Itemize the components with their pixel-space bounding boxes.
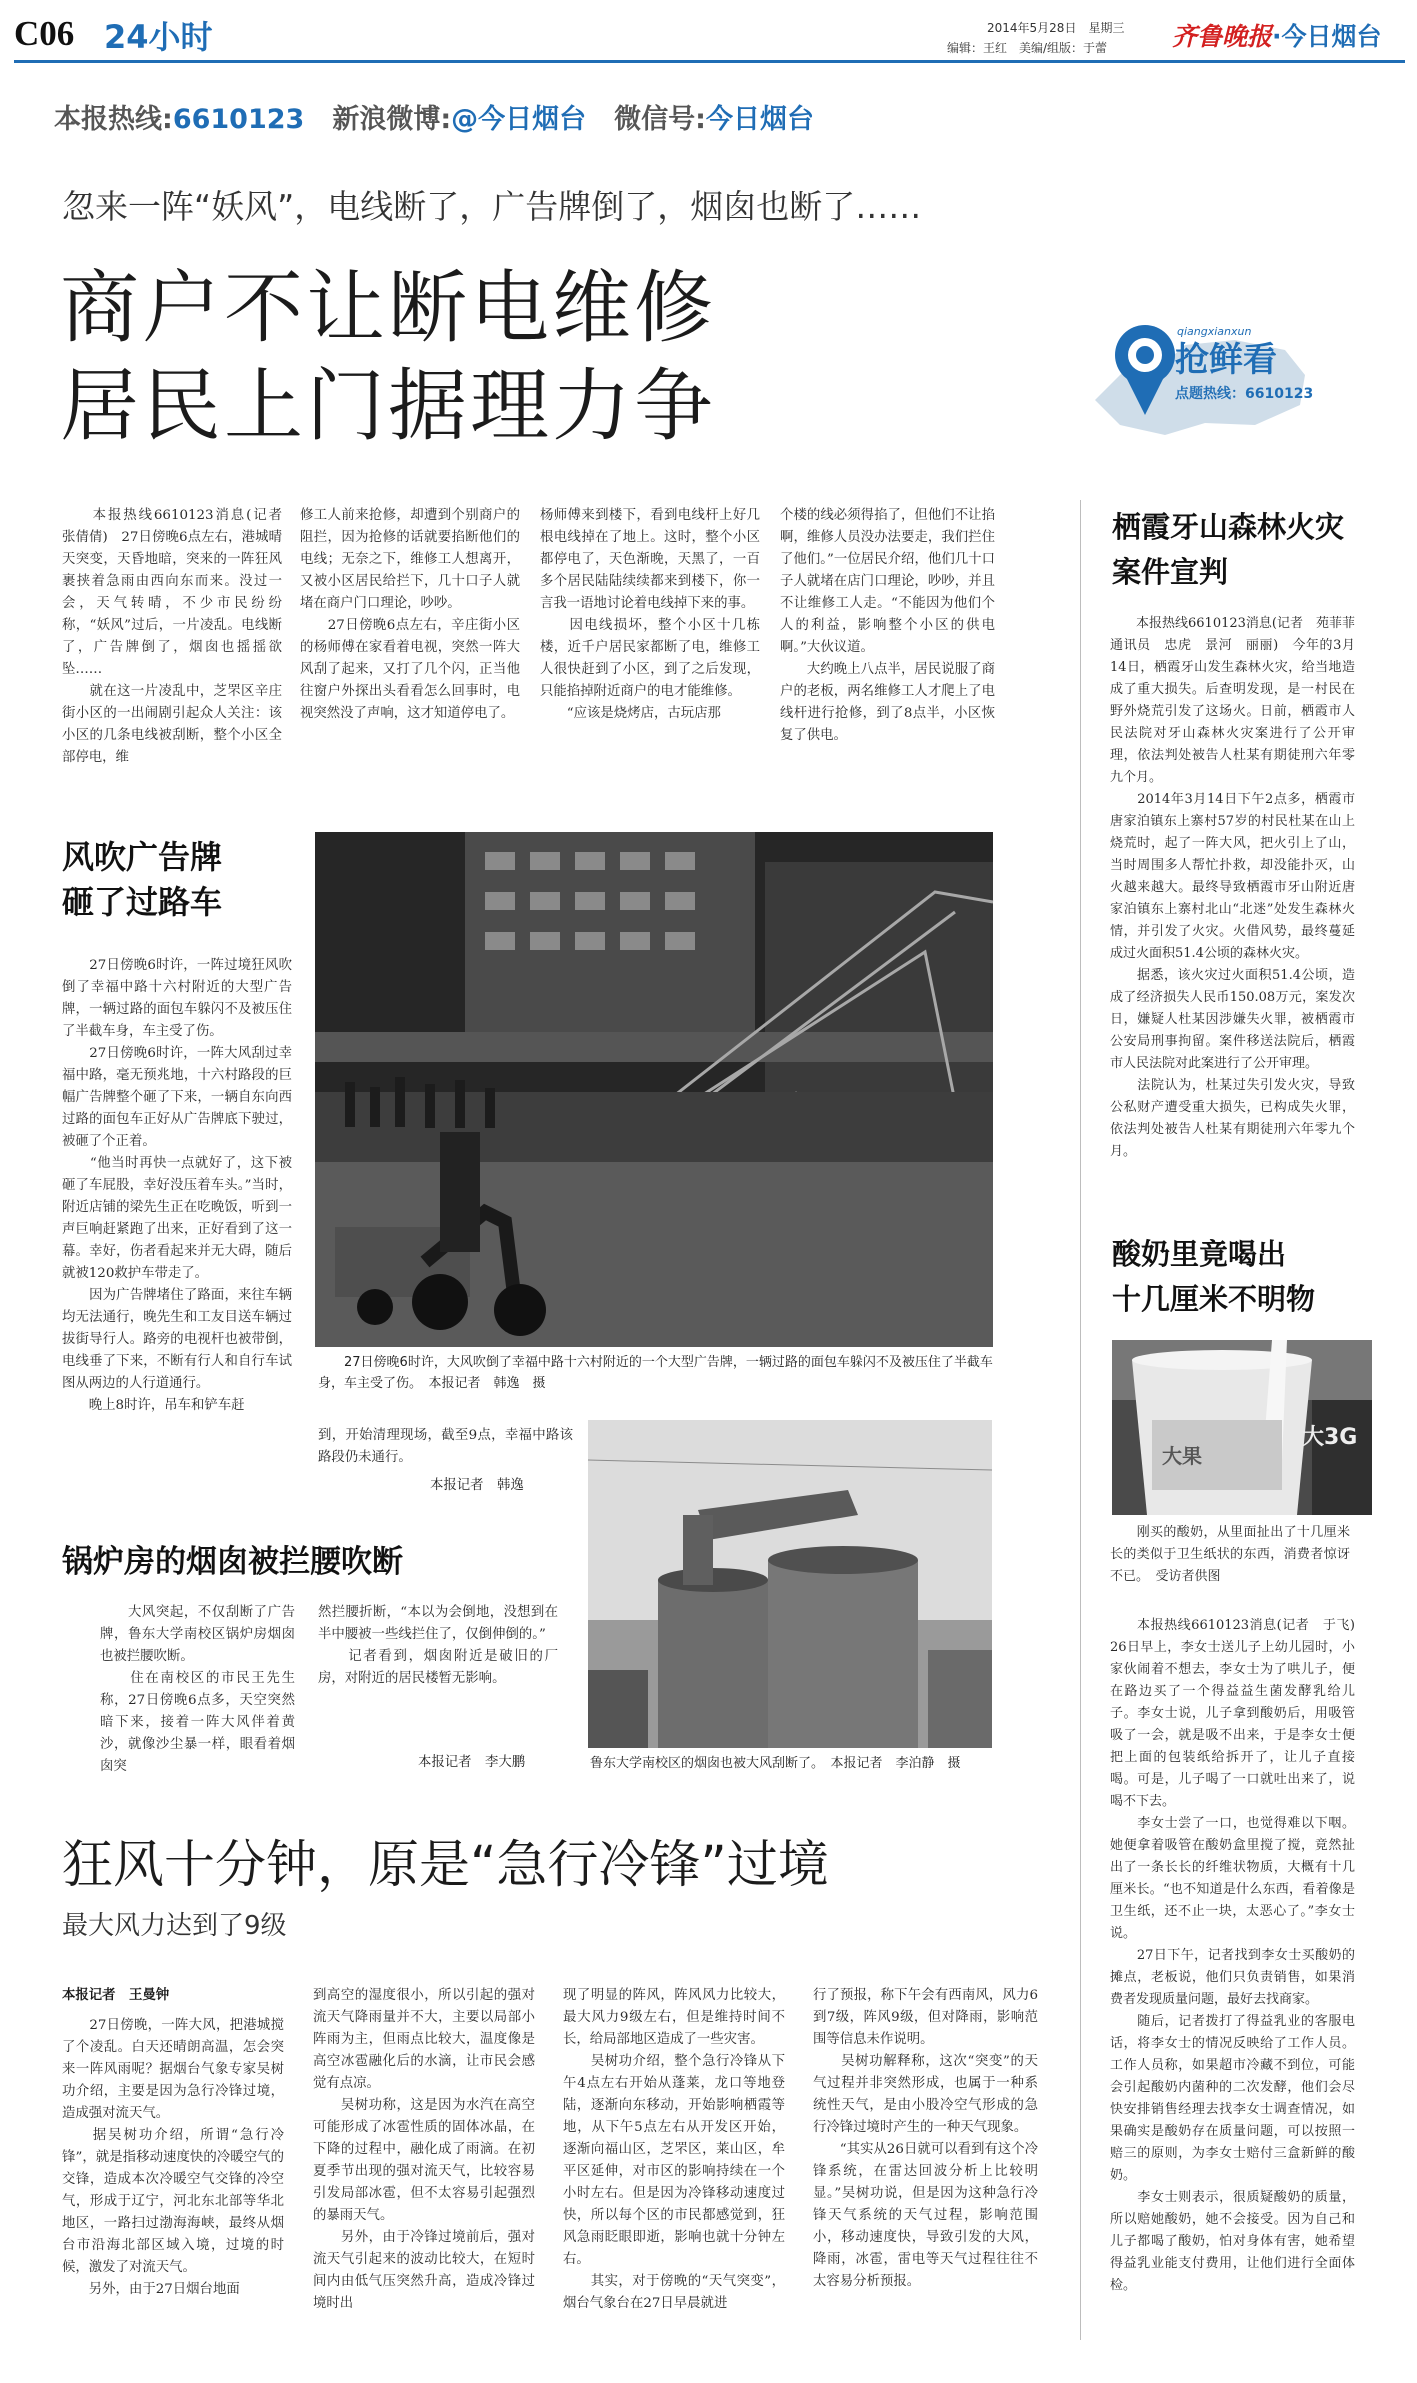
chimney-story-col2: 然拦腰折断，“本以为会倒地，没想到在半中腰被一些线拦住了，仅倒伸倒的。” 记者看到，烟囱附近是破旧的厂房，对附近的居民楼暂无影响。 (318, 1605, 558, 1686)
paper-logo (1172, 20, 1382, 54)
column-divider (1080, 500, 1081, 2340)
yogurt-story-title-line2: 十几厘米不明物 (1112, 1282, 1316, 1316)
chimney-story-title: 锅炉房的烟囱被拦腰吹断 (62, 1544, 403, 1580)
hotline-number: 6610123 (172, 104, 305, 135)
weather-body-col1: 27日傍晚，一阵大风，把港城搅了个凌乱。白天还晴朗高温，怎会突来一阵风雨呢？据烟台气象专家吴树功介绍，主要是因为急行冷锋过境，造成强对流天气。 据吴树功介绍，所谓“急行冷锋”，就是指移动速度快的冷暖空气的交锋，造成本次冷暖空气交锋的冷空气，形成于辽宁，河北东北部等华北地区，一路扫过渤海海峡，最终从烟台市沿海北部区域入境，过境的时候，激发了对流天气。 另外，由于27日烟台地面 (62, 2018, 284, 2297)
yogurt-photo (1112, 1340, 1372, 1515)
ad-story-body: 27日傍晚6时许，一阵过境狂风吹倒了幸福中路十六村附近的大型广告牌，一辆过路的面包车躲闪不及被压住了半截车身，车主受了伤。 27日傍晚6时许，一阵大风刮过幸福中路，毫无预兆地，十六村路段的巨幅广告牌整个砸了下来，一辆自东向西过路的面包车正好从广告牌底下驶过，被砸了个正着。 “他当时再快一点就好了，这下被砸了车屁股，幸好没压着车头。”当时，附近店铺的梁先生正在吃晚饭，听到一声巨响赶紧跑了出来，正好看到了这一幕。幸好，伤者看起来并无大碍，随后就被120救护车带走了。 因为广告牌堵住了路面，来往车辆均无法通行，晚先生和工友目送车辆过拔街导行人。路旁的电视杆也被带倒，电线垂了下来，不断有行人和自行车试图从两边的人行道通行。 晚上8时许，吊车和铲车赶 (62, 958, 292, 1413)
chimney-photo-caption: 鲁东大学南校区的烟囱也被大风刮断了。 本报记者 李泊静 摄 (590, 1756, 961, 1771)
weather-subhead: 最大风力达到了9级 (62, 1911, 287, 1941)
weibo-handle: @今日烟台 (451, 104, 587, 135)
lead-headline-line1: 商户不让断电维修 (60, 262, 716, 354)
billboard-photo (315, 832, 993, 1347)
hotline-label: 本报热线: (54, 104, 173, 135)
broken-chimney-image (588, 1420, 992, 1748)
wechat-name: 今日烟台 (705, 104, 814, 135)
yogurt-cup-label2: 大3G (1302, 1425, 1358, 1450)
weather-byline: 本报记者 王曼钟 (62, 1988, 170, 2003)
lead-headline-line2: 居民上门据理力争 (60, 360, 716, 452)
ad-story-title-line1: 风吹广告牌 (62, 838, 223, 876)
weather-body-col3: 现了明显的阵风，阵风风力比较大，最大风力9级左右，但是维持时间不长，给局部地区造成了一些灾害。 吴树功介绍，整个急行冷锋从下午4点左右开始从蓬莱，龙口等地登陆，逐渐向东移动，开始影响栖霞等地，从下午5点左右从开发区开始，逐渐向福山区，芝罘区，莱山区，牟平区延伸，对市区的影响持续在一个小时左右。但是因为冷锋移动速度过快，所以每个区的市民都感觉到，狂风急雨眨眼即逝，影响也就十分钟左右。 其实，对于傍晚的“天气突变”，烟台气象台在27日早晨就进 (563, 1988, 785, 2311)
weather-headline: 狂风十分钟，原是“急行冷锋”过境 (62, 1836, 829, 1895)
badge-hotline: 点题热线：6610123 (1175, 386, 1314, 402)
issue-date: 2014年5月28日 星期三 (987, 21, 1125, 35)
weibo-label: 新浪微博: (332, 104, 452, 135)
ad-story-continuation: 到，开始清理现场，截至9点，幸福中路该路段仍未通行。 (318, 1428, 573, 1465)
lead-body-col1: 本报热线6610123消息(记者 张倩倩) 27日傍晚6点左右，港城晴天突变，天昏地暗，突来的一阵狂风裹挟着急雨由西向东而来。没过一会，天气转晴，不少市民纷纷称，“妖风”过后，一片凌乱。电线断了，广告牌倒了，烟囱也摇摇欲坠…… 就在这一片凌乱中，芝罘区辛庄街小区的一出闹剧引起众人关注：该小区的几条电线被刮断，整个小区全部停电，维 (62, 508, 282, 765)
qiangxianxun-badge (1075, 305, 1325, 455)
contact-bar (54, 100, 814, 140)
chimney-story-byline: 本报记者 李大鹏 (418, 1755, 526, 1770)
fire-story-body: 本报热线6610123消息(记者 苑菲菲 通讯员 忠虎 景河 丽丽) 今年的3月14日，栖霞牙山发生森林火灾，给当地造成了重大损失。后查明发现，是一村民在野外烧荒引发了这场火。日前，栖霞市人民法院对牙山森林火灾案进行了公开审理，依法判处被告人杜某有期徒刑六年零九个月。 2014年3月14日下午2点多，栖霞市唐家泊镇东上寨村57岁的村民杜某在山上烧荒时，起了一阵大风，把火引上了山，当时周围多人帮忙扑救，却没能扑灭，山火越来越大。最终导致栖霞市牙山附近唐家泊镇东上寨村北山“北迷”处发生森林火情，并引发了火灾。火借风势，最终蔓延成过火面积51.4公顷的森林火灾。 据悉，该火灾过火面积51.4公顷，造成了经济损失人民币150.08万元，案发次日，嫌疑人杜某因涉嫌失火罪，被栖霞市公安局刑事拘留。案件移送法院后，栖霞市人民法院对此案进行了公开审理。 法院认为，杜某过失引发火灾，导致公私财产遭受重大损失，已构成失火罪，依法判处被告人杜某有期徒刑六年零九个月。 (1110, 616, 1355, 1159)
billboard-collapse-image (315, 832, 993, 1347)
section-name: 24小时 (104, 18, 213, 56)
weather-body-col4: 行了预报，称下午会有西南风，风力6到7级，阵风9级，但对降雨，影响范围等信息未作说明。 吴树功解释称，这次“突变”的天气过程并非突然形成，也属于一种系统性天气，是由小股冷空气形成的急行冷锋过境时产生的一种天气现象。 “其实从26日就可以看到有这个冷锋系统，在雷达回波分析上比较明显。”吴树功说，但是因为这种急行冷锋天气系统的天气过程，影响范围小，移动速度快，导致引发的大风，降雨，冰雹，雷电等天气过程往往不太容易分析预报。 (813, 1988, 1038, 2289)
fire-story-title-line1: 栖霞牙山森林火灾 (1112, 510, 1345, 544)
paper-name: 齐鲁晚报 (1172, 22, 1273, 51)
masthead-rule (14, 60, 1405, 63)
chimney-photo (588, 1420, 992, 1748)
yogurt-cup-label: 大果 (1162, 1444, 1202, 1468)
lead-body-col2: 修工人前来抢修，却遭到个别商户的阻拦，因为抢修的话就要掐断他们的电线；无奈之下，维修工人想离开，又被小区居民给拦下，几十口子人就堵在商户门口理论，吵吵。 27日傍晚6点左右，辛庄街小区的杨师傅在家看着电视，突然一阵大风刮了起来，又打了几个闪，正当他往窗户外探出头看看怎么回事时，电视突然没了声响，这才知道停电了。 (300, 508, 520, 721)
ad-story-byline: 本报记者 韩逸 (430, 1478, 524, 1493)
lead-body-col4: 个楼的线必须得掐了，但他们不让掐啊，维修人员没办法要走，我们拦住了他们。”一位居民介绍，他们几十口子人就堵在店门口理论，吵吵，并且不让维修工人走。“不能因为他们个人的利益，影响整个小区的供电啊。”大伙议道。 大约晚上八点半，居民说服了商户的老板，两名维修工人才爬上了电线杆进行抢修，到了8点半，小区恢复了供电。 (780, 508, 995, 743)
yogurt-story-body: 本报热线6610123消息(记者 于飞) 26日早上，李女士送儿子上幼儿园时，小家伙闹着不想去，李女士为了哄儿子，便在路边买了一个得益益生菌发酵乳给儿子。李女士说，儿子拿到酸奶后，用吸管吸了一会，就是吸不出来，于是李女士便把上面的包装纸给拆开了，让儿子直接喝。可是，儿子喝了一口就吐出来了，说喝不下去。 李女士尝了一口，也觉得难以下咽。她便拿着吸管在酸奶盒里搅了搅，竟然扯出了一条长长的纤维状物质，大概有十几厘米长。“也不知道是什么东西，看着像是卫生纸，还不止一块，太恶心了。”李女士说。 27日下午，记者找到李女士买酸奶的摊点，老板说，他们只负责销售，如果消费者发现质量问题，最好去找商家。 随后，记者拨打了得益乳业的客服电话，将李女士的情况反映给了工作人员。工作人员称，如果超市冷藏不到位，可能会引起酸奶内菌种的二次发酵，他们会尽快安排销售经理去找李女士调查情况，如果确实是酸奶存在质量问题，可以按照一赔三的原则，为李女士赔付三盒新鲜的酸奶。 李女士则表示，很质疑酸奶的质量，所以赔她酸奶，她不会接受。因为自己和儿子都喝了酸奶，怕对身体有害，她希望得益乳业能支付费用，让他们进行全面体检。 (1110, 1618, 1355, 2293)
chimney-story-col1: 大风突起，不仅刮断了广告牌，鲁东大学南校区锅炉房烟囱也被拦腰吹断。 住在南校区的市民王先生称，27日傍晚6点多，天空突然暗下来，接着一阵大风伴着黄沙，就像沙尘暴一样，眼看着烟囱突 (100, 1605, 295, 1774)
editor-credits: 编辑：王红 美编/组版：于蕾 (947, 41, 1108, 55)
page-code: C06 (14, 14, 75, 53)
edition-name: ·今日烟台 (1272, 22, 1382, 51)
lead-body-col3: 杨师傅来到楼下，看到电线杆上好几根电线掉在了地上。这时，整个小区都停电了，天色渐晚，天黑了，一百多个居民陆陆续续都来到楼下，你一言我一语地讨论着电线掉下来的事。 因电线损坏，整个小区十几栋楼，近千户居民家都断了电，维修工人很快赶到了小区，到了之后发现，只能掐掉附近商户的电才能维修。 “应该是烧烤店，古玩店那 (540, 508, 760, 721)
yogurt-story-title-line1: 酸奶里竟喝出 (1112, 1237, 1287, 1271)
lead-kicker: 忽来一阵“妖风”，电线断了，广告牌倒了，烟囱也断了…… (62, 187, 922, 226)
fire-story-title-line2: 案件宣判 (1112, 555, 1229, 589)
billboard-photo-caption: 27日傍晚6时许，大风吹倒了幸福中路十六村附近的一个大型广告牌，一辆过路的面包车躲闪不及被压住了半截车身，车主受了伤。 本报记者 韩逸 摄 (318, 1355, 993, 1391)
badge-title: 抢鲜看 (1175, 340, 1277, 380)
wechat-label: 微信号: (614, 104, 706, 135)
ad-story-title-line2: 砸了过路车 (62, 883, 223, 921)
yogurt-photo-caption: 刚买的酸奶，从里面扯出了十几厘米长的类似于卫生纸状的东西，消费者惊讶不已。 受访者供图 (1110, 1525, 1350, 1584)
badge-pinyin: qiangxianxun (1177, 325, 1252, 338)
weather-body-col2: 到高空的湿度很小，所以引起的强对流天气降雨量并不大，主要以局部小阵雨为主，但雨点比较大，温度像是高空冰雹融化后的水滴，让市民会感觉有点凉。 吴树功称，这是因为水汽在高空可能形成了冰雹性质的固体冰晶，在下降的过程中，融化成了雨滴。在初夏季节出现的强对流天气，比较容易引发局部冰雹，但不太容易引起强烈的暴雨天气。 另外，由于冷锋过境前后，强对流天气引起来的波动比较大，在短时间内由低气压突然升高，造成冷锋过境时出 (313, 1988, 535, 2311)
